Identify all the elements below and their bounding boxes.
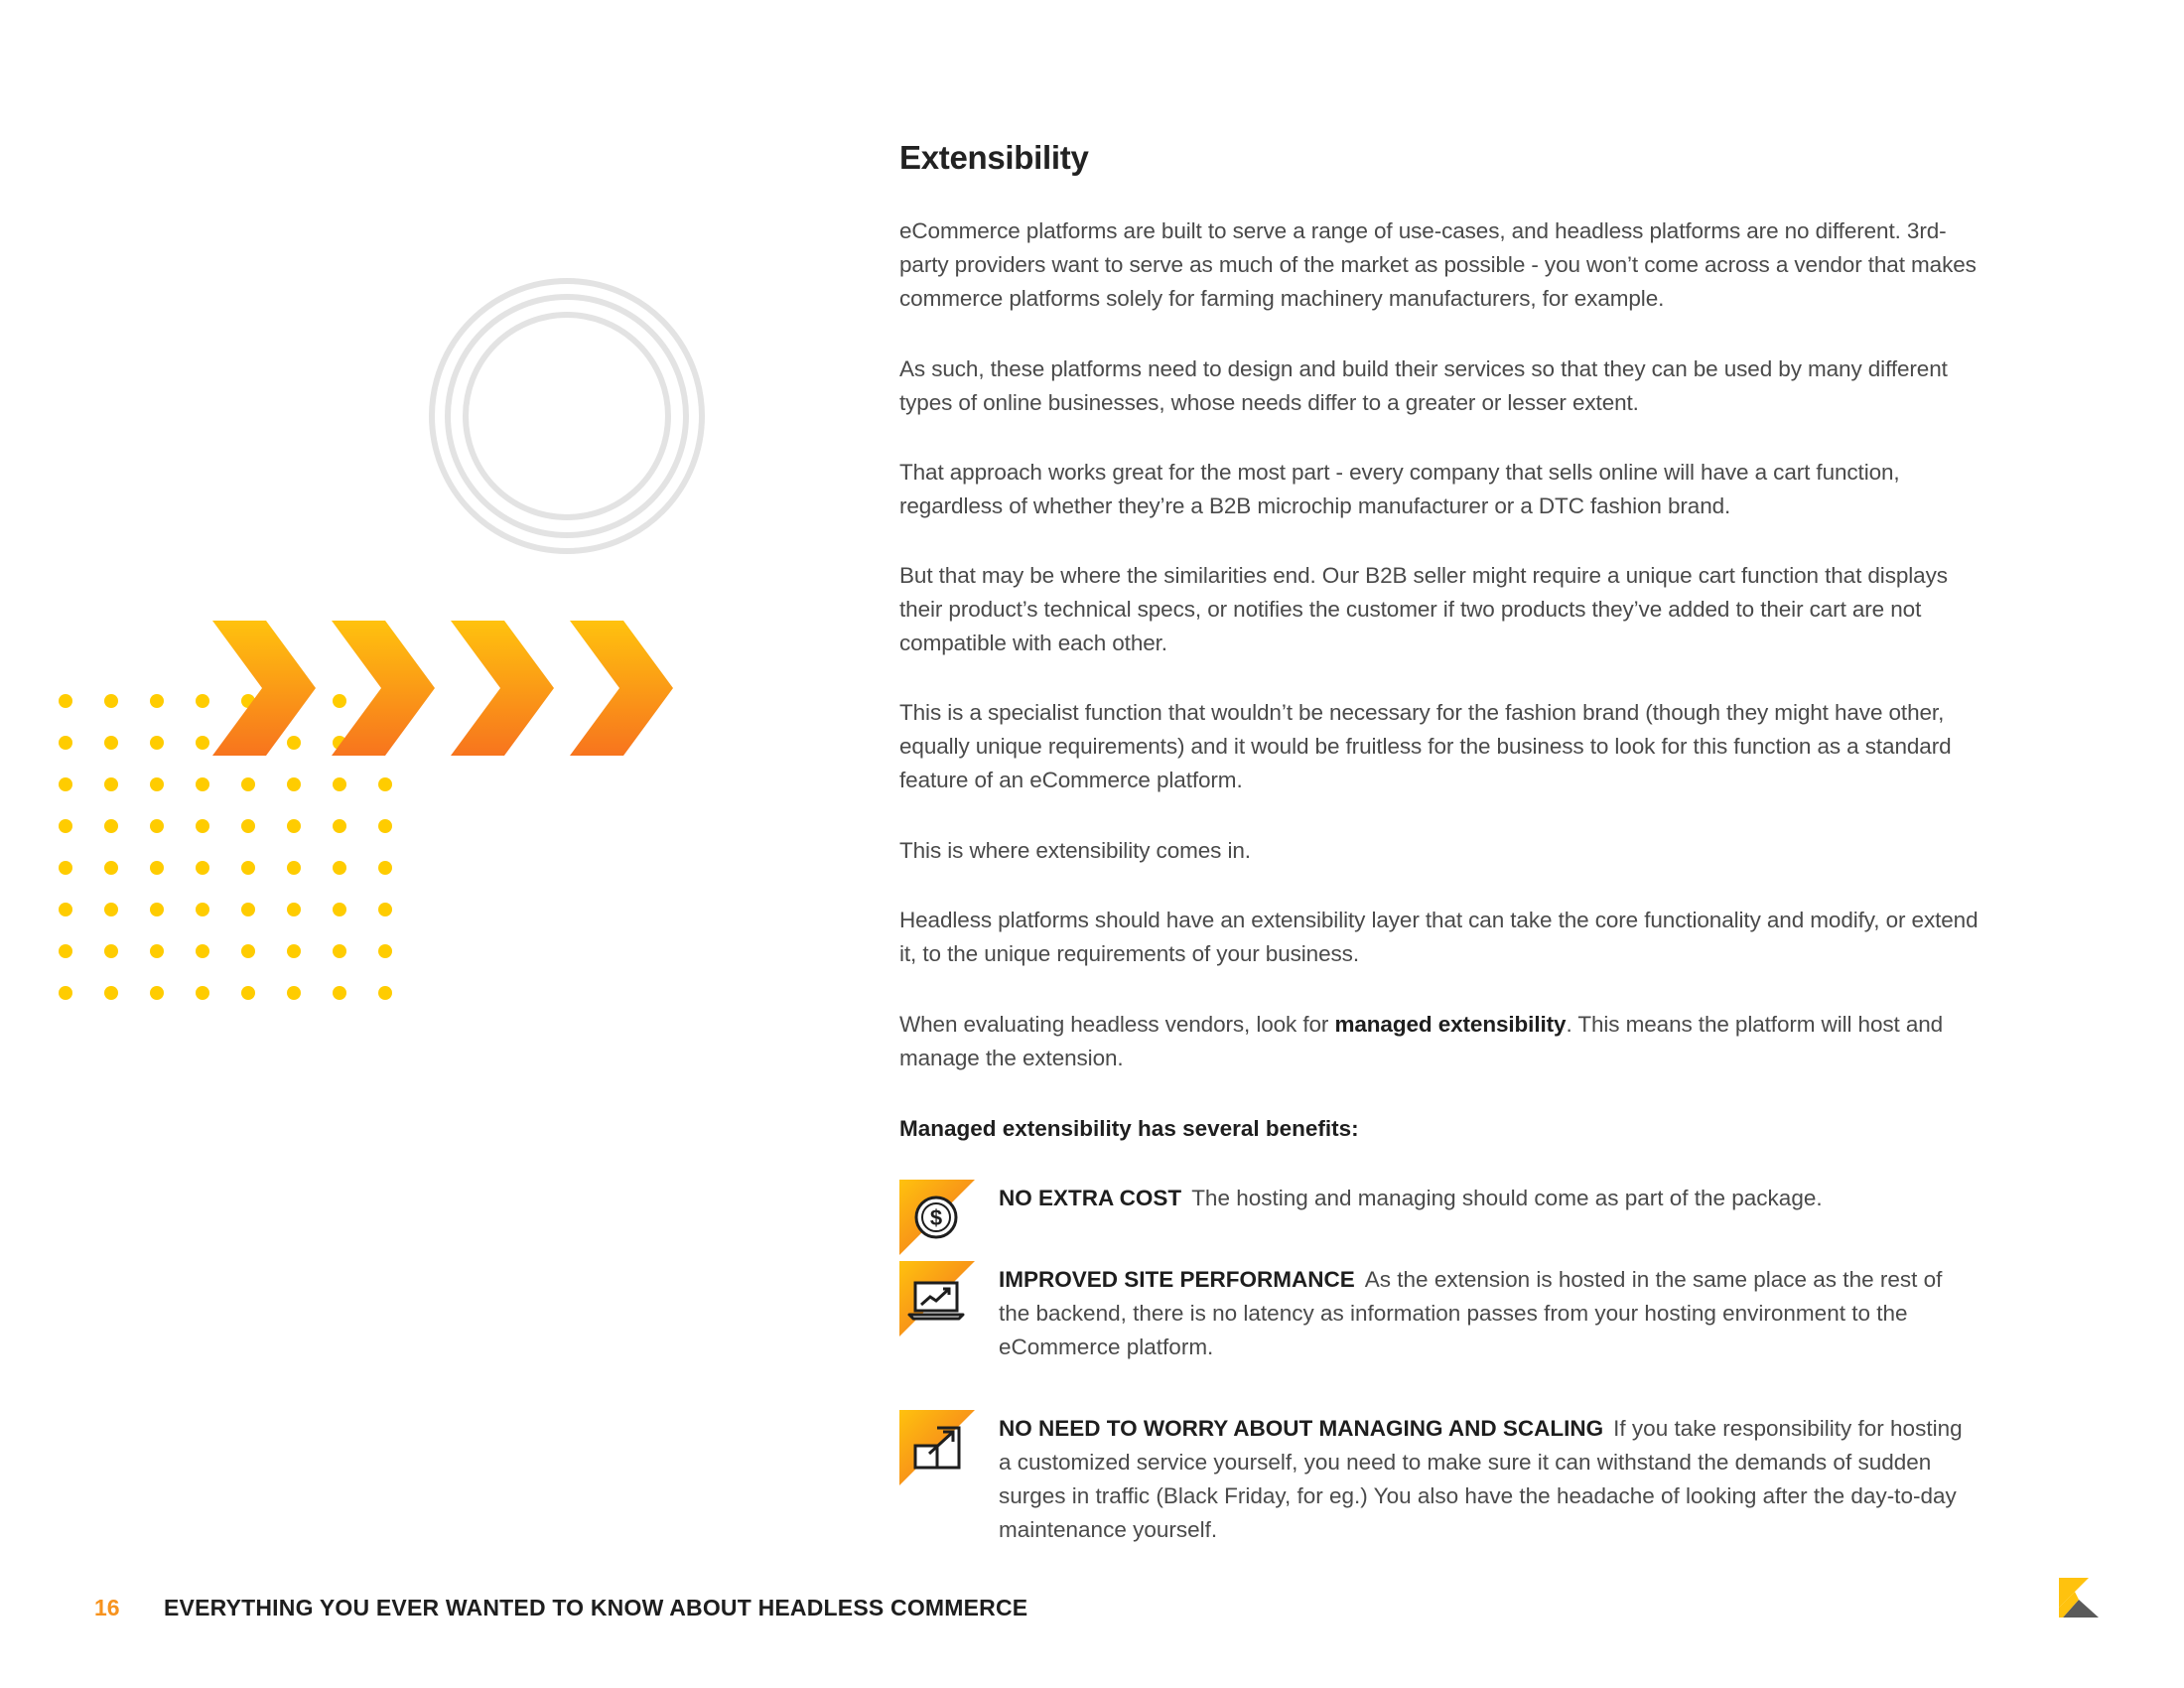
- paragraph: Headless platforms should have an extensibility layer that can take the core functionality and modify, or extend it, to the unique requirements of your business.: [899, 908, 1979, 966]
- benefit-title: IMPROVED SITE PERFORMANCE: [999, 1267, 1355, 1292]
- paragraph: This is where extensibility comes in.: [899, 838, 1251, 863]
- benefit-description: As the extension is hosted in the same place as the rest of the backend, there is no latency as information passes from your hosting environment to the eCommerce platform.: [999, 1267, 1943, 1359]
- benefit-title: NO EXTRA COST: [999, 1186, 1182, 1210]
- benefit-item: [899, 1261, 1972, 1380]
- benefit-text: [999, 1182, 1972, 1215]
- dollar-coin-icon: [899, 1180, 975, 1255]
- managed-bold: managed extensibility: [1334, 1012, 1567, 1037]
- paragraph: This is a specialist function that wouldn’t be necessary for the fashion brand (though they might have other, equally unique requirements) and it would be fruitless for the business to look for this function as a standard feature of an eCommerce platform.: [899, 700, 1952, 792]
- page-number: 16: [94, 1595, 120, 1620]
- benefit-text: [999, 1263, 1972, 1364]
- concentric-circles-decoration: [425, 274, 709, 558]
- benefits-heading: Managed extensibility has several benefits:: [899, 1116, 1359, 1141]
- paragraph: But that may be where the similarities end. Our B2B seller might require a unique cart function that displays their product’s technical specs, or notifies the customer if two products they’ve added to their cart are not compatible with each other.: [899, 563, 1948, 655]
- brand-logo: [2055, 1578, 2103, 1621]
- svg-text:$: $: [929, 1205, 943, 1230]
- paragraph: As such, these platforms need to design and build their services so that they can be used by many different types of online businesses, whose needs differ to a greater or lesser extent.: [899, 356, 1948, 415]
- paragraph: eCommerce platforms are built to serve a range of use-cases, and headless platforms are no different. 3rd-party providers want to serve as much of the market as possible - you won’t come across a vendor that makes commerce platforms solely for farming machinery manufacturers, for example.: [899, 218, 1977, 311]
- laptop-chart-icon: [899, 1261, 975, 1336]
- benefit-description: The hosting and managing should come as part of the package.: [1191, 1186, 1823, 1210]
- managed-extensibility-paragraph: [899, 1008, 1991, 1075]
- footer-title: EVERYTHING YOU EVER WANTED TO KNOW ABOUT HEADLESS COMMERCE: [164, 1595, 1028, 1620]
- managed-prefix: When evaluating headless vendors, look for: [899, 1012, 1335, 1037]
- managed-suffix: . This means the platform will host and manage the extension.: [899, 1012, 1944, 1070]
- paragraph: That approach works great for the most part - every company that sells online will have a cart function, regardless of whether they’re a B2B microchip manufacturer or a DTC fashion brand.: [899, 460, 1900, 518]
- page-title: Extensibility: [899, 139, 1089, 176]
- scale-arrow-icon: [899, 1410, 975, 1485]
- benefit-text: [999, 1412, 1972, 1547]
- benefit-item: [899, 1410, 1972, 1542]
- benefit-title: NO NEED TO WORRY ABOUT MANAGING AND SCALING: [999, 1416, 1604, 1441]
- benefit-description: If you take responsibility for hosting a customized service yourself, you need to make sure it can withstand the demands of sudden surges in traffic (Black Friday, for eg.) You also have the headache of looking after the day-to-day maintenance yourself.: [999, 1416, 1963, 1542]
- chevron-arrows-decoration: [212, 621, 679, 760]
